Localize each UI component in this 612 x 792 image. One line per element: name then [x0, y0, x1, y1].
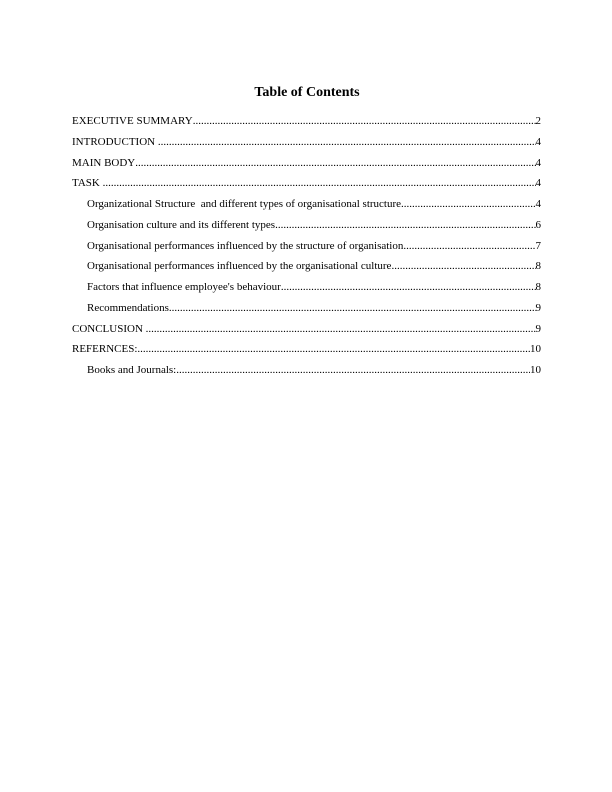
toc-entry-task[interactable]	[72, 177, 541, 198]
toc-dot-leader	[401, 198, 535, 211]
toc-dot-leader	[135, 157, 535, 170]
toc-entry-label: Organisation culture and its different types	[87, 218, 276, 231]
toc-page-number: 10	[530, 364, 541, 376]
toc-page-number: 6	[535, 218, 541, 231]
toc-entry-label: CONCLUSION	[72, 322, 146, 335]
toc-entry-books-and-journals[interactable]	[72, 364, 541, 385]
toc-dot-leader	[391, 260, 535, 273]
toc-page-number: 10	[530, 343, 541, 356]
toc-entry-label: Organisational performances influenced by the structure of organisation	[87, 239, 404, 252]
table-of-contents	[72, 115, 541, 385]
toc-entry-label: Organisational performances influenced by the organisational culture	[87, 260, 392, 273]
toc-entry-label: EXECUTIVE SUMMARY	[72, 115, 193, 127]
toc-entry-label: Recommendations	[87, 301, 169, 314]
toc-dot-leader	[176, 364, 530, 377]
toc-page-number: 4	[535, 135, 541, 148]
toc-dot-leader	[137, 343, 530, 356]
toc-title: Table of Contents	[254, 85, 360, 100]
toc-page-number: 8	[535, 260, 541, 273]
toc-page-number: 9	[535, 322, 541, 335]
toc-dot-leader	[281, 281, 536, 294]
toc-page-number: 2	[535, 115, 541, 127]
toc-page-number: 4	[535, 156, 541, 169]
toc-entry-executive-summary[interactable]	[72, 115, 541, 136]
toc-entry-label: TASK	[72, 177, 103, 190]
toc-dot-leader	[275, 219, 535, 232]
toc-entry-label: Books and Journals:	[87, 364, 177, 376]
toc-dot-leader	[146, 323, 536, 336]
toc-entry-label: Factors that influence employee's behaviour	[87, 281, 281, 293]
toc-dot-leader	[103, 177, 536, 190]
toc-dot-leader	[193, 115, 536, 128]
toc-dot-leader	[403, 240, 535, 253]
toc-entry-organisation-culture[interactable]	[72, 219, 541, 240]
toc-entry-conclusion[interactable]	[72, 323, 541, 344]
toc-entry-main-body[interactable]	[72, 157, 541, 178]
toc-entry-references[interactable]	[72, 343, 541, 364]
toc-dot-leader	[169, 302, 536, 315]
toc-entry-recommendations[interactable]	[72, 302, 541, 323]
toc-entry-label: INTRODUCTION	[72, 135, 158, 148]
toc-dot-leader	[158, 136, 536, 149]
toc-entry-performance-structure[interactable]	[72, 240, 541, 261]
toc-entry-label: REFERNCES:	[72, 343, 138, 356]
toc-entry-employee-behaviour[interactable]	[72, 281, 541, 302]
toc-entry-organizational-structure[interactable]	[72, 198, 541, 219]
toc-entry-label: MAIN BODY	[72, 156, 136, 169]
toc-page-number: 4	[535, 198, 541, 210]
toc-entry-performance-culture[interactable]	[72, 260, 541, 281]
toc-entry-introduction[interactable]	[72, 136, 541, 157]
toc-entry-label: Organizational Structure and different types of organisational structure	[87, 198, 402, 210]
toc-page-number: 4	[535, 177, 541, 190]
toc-page-number: 7	[535, 239, 541, 252]
toc-page-number: 8	[535, 281, 541, 293]
toc-page-number: 9	[535, 301, 541, 314]
